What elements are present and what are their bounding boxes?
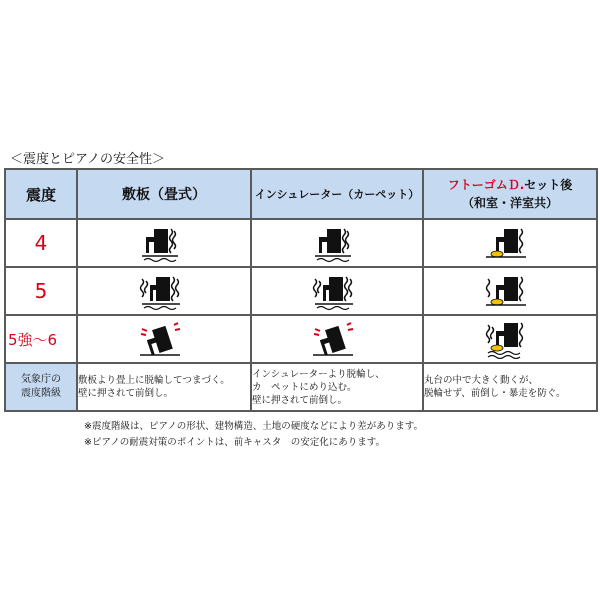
cell-product-5 [423, 267, 597, 315]
footnote: ※震度階級は、ピアノの形状、建物構造、土地の硬度などにより差があります。 [84, 421, 423, 432]
jma-label-line: 気象庁の [21, 374, 61, 385]
seismic-table [4, 168, 598, 412]
jma-label-line: 震度階級 [21, 388, 61, 399]
desc-board [77, 363, 251, 411]
piano-upright-icon [134, 271, 194, 311]
cell-product-6 [423, 315, 597, 363]
header-intensity: 震度 [5, 169, 77, 219]
product-brand: フトーゴムＤ. [447, 178, 525, 192]
footnote: ※ピアノの耐震対策のポイントは、前キャスタ の安定化にあります。 [84, 437, 385, 448]
cell-insulator-5 [251, 267, 423, 315]
table-row [5, 363, 597, 411]
cell-insulator-6 [251, 315, 423, 363]
table-row [5, 219, 597, 267]
piano-on-pad-icon [480, 271, 540, 311]
cell-product-4 [423, 219, 597, 267]
table-header-row [5, 169, 597, 219]
piano-on-pad-icon [480, 319, 540, 359]
cell-board-4 [77, 219, 251, 267]
table-row [5, 267, 597, 315]
cell-insulator-4 [251, 219, 423, 267]
desc-line: 壁に押されて前倒し。 [252, 394, 348, 406]
desc-line: インシュレーターより脱輪し、 [252, 368, 385, 380]
product-rest: セット後 [524, 178, 573, 192]
desc-line: 敷板より畳上に脱輪してつまづく。 [78, 375, 230, 386]
header-product [423, 169, 597, 219]
level-4: 4 [5, 219, 77, 267]
page-title: ＜震度とピアノの安全性＞ [10, 152, 165, 167]
desc-line: カ ペットにめり込む。 [252, 381, 357, 393]
piano-falling-icon [307, 319, 367, 359]
desc-insulator [251, 363, 423, 411]
cell-board-5 [77, 267, 251, 315]
piano-on-pad-icon [480, 223, 540, 263]
piano-upright-icon [307, 271, 367, 311]
jma-label [5, 363, 77, 411]
piano-upright-icon [307, 223, 367, 263]
header-insulator: インシュレーター（カーペット） [251, 169, 423, 219]
level-5-strong-6: 5強～6 [5, 315, 77, 363]
cell-board-6 [77, 315, 251, 363]
footnotes [84, 419, 423, 451]
piano-upright-icon [134, 223, 194, 263]
level-5: 5 [5, 267, 77, 315]
desc-line: 丸台の中で大きく動くが、 [424, 375, 539, 386]
header-board: 敷板（畳式） [77, 169, 251, 219]
piano-falling-icon [134, 319, 194, 359]
table-row [5, 315, 597, 363]
desc-product [423, 363, 597, 411]
desc-line: 壁に押されて前倒し。 [78, 388, 174, 399]
desc-line: 脱輪せず、前倒し・暴走を防ぐ。 [424, 388, 566, 399]
product-sub: （和室・洋室共） [461, 196, 558, 210]
